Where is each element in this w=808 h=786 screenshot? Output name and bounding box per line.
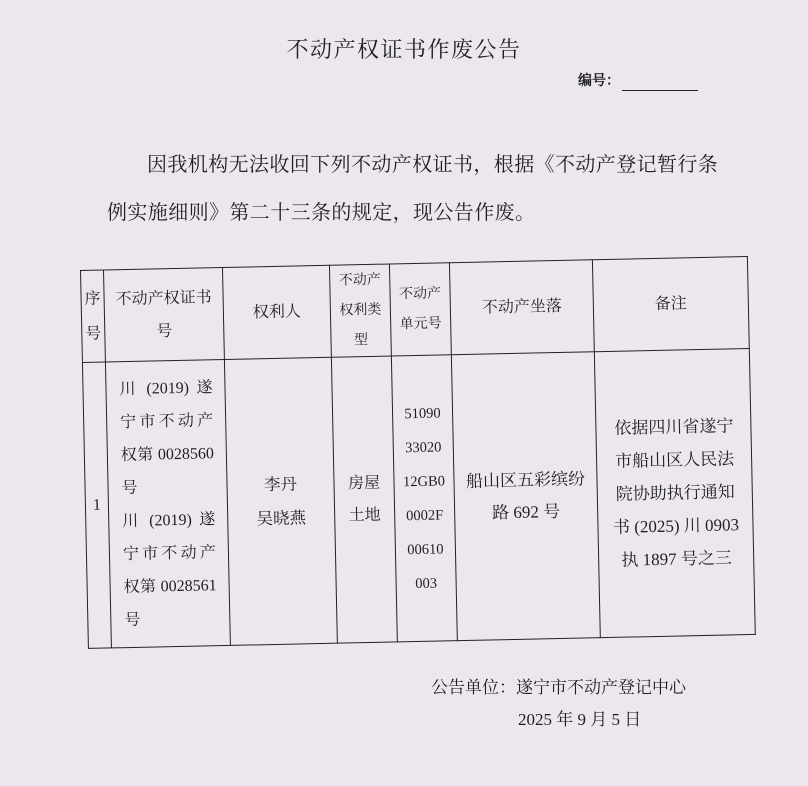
serial-label: 编号： xyxy=(578,74,620,89)
unit-number: 51090 33020 12GB0 0002F 00610 003 xyxy=(391,355,457,642)
table-row xyxy=(82,349,755,649)
remarks: 依据四川省遂宁市船山区人民法院协助执行通知书 (2025) 川 0903 执 1897 号之三 xyxy=(594,349,755,638)
notice-body: 因我机构无法收回下列不动产权证书，根据《不动产登记暂行条例实施细则》第二十三条的规定，现公告作废。 xyxy=(107,154,719,224)
table-header-row xyxy=(81,257,750,363)
serial-number xyxy=(578,73,698,91)
header-index: 序号 xyxy=(81,270,106,362)
header-unit-number: 不动产单元号 xyxy=(389,263,451,356)
header-right-type: 不动产权利类型 xyxy=(329,264,391,357)
document-title: 不动产权证书作废公告 xyxy=(286,37,522,62)
holder-cell xyxy=(224,357,337,645)
certificate-number: 川 (2019) 遂宁市不动产权第 0028561 号 xyxy=(122,510,217,629)
certificate-table xyxy=(80,256,756,649)
certificate-table-wrapper xyxy=(80,256,756,649)
property-location: 船山区五彩缤纷路 692 号 xyxy=(451,352,600,641)
certificate-cell xyxy=(105,359,230,647)
issuing-unit: 公告单位：遂宁市不动产登记中心 xyxy=(431,678,686,697)
header-certificate-number: 不动产权证书号 xyxy=(104,268,225,362)
right-holder-name: 李丹 xyxy=(263,474,298,494)
header-right-holder: 权利人 xyxy=(222,265,331,359)
right-holder-name: 吴晓燕 xyxy=(256,507,307,528)
header-location: 不动产坐落 xyxy=(449,260,594,355)
header-remarks: 备注 xyxy=(592,257,749,352)
row-index: 1 xyxy=(82,362,111,648)
certificate-number: 川 (2019) 遂宁市不动产权第 0028560 号 xyxy=(119,378,215,497)
right-type: 房屋土地 xyxy=(331,356,397,643)
issue-date: 2025 年 9 月 5 日 xyxy=(518,710,642,729)
serial-blank-line xyxy=(622,76,698,91)
